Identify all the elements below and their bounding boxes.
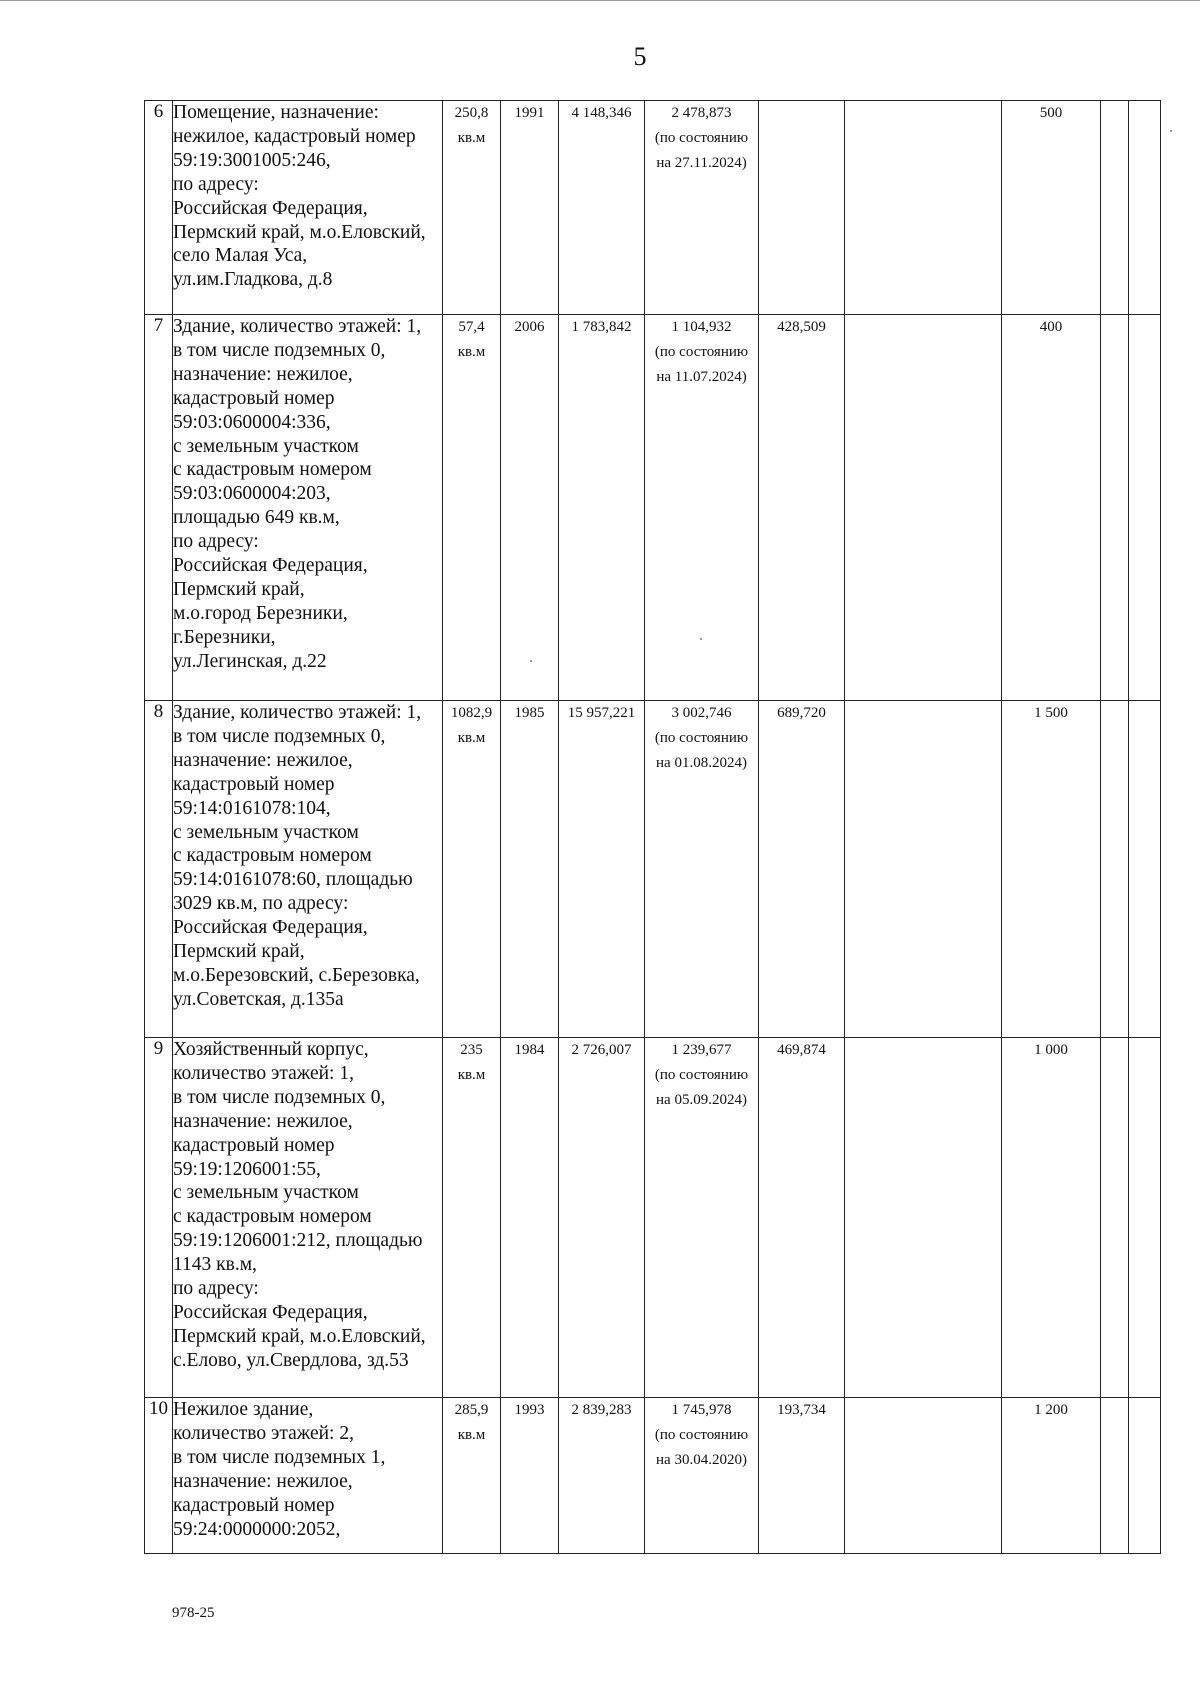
property-description: Нежилое здание, количество этажей: 2, в том числе подземных 1, назначение: нежилое, кадастровый номер 59:24:0000000:2052, xyxy=(173,1398,443,1554)
area-value: 250,8 xyxy=(454,105,489,121)
balance-value: 1 783,842 xyxy=(559,315,645,701)
area-unit: кв.м xyxy=(457,1067,486,1083)
price-value: 400 xyxy=(1002,315,1101,701)
area-value: 235 xyxy=(460,1042,483,1058)
area-unit: кв.м xyxy=(457,130,486,146)
table-row xyxy=(145,701,1161,1038)
construction-year: 1984 xyxy=(501,1038,559,1398)
construction-year: 1993 xyxy=(501,1398,559,1554)
cadastral-date: на 01.08.2024) xyxy=(656,755,747,771)
scan-speck xyxy=(700,638,702,640)
empty-cell xyxy=(845,1038,1002,1398)
scan-speck xyxy=(1170,130,1172,132)
area-cell xyxy=(443,315,501,701)
area-cell xyxy=(443,1398,501,1554)
empty-cell xyxy=(1129,1038,1161,1398)
cadastral-value-cell xyxy=(645,101,759,315)
table-row xyxy=(145,315,1161,701)
price-value: 1 200 xyxy=(1002,1398,1101,1554)
cadastral-value-cell xyxy=(645,701,759,1038)
cadastral-value: 1 239,677 xyxy=(671,1042,732,1058)
cadastral-value: 1 104,932 xyxy=(671,319,732,335)
empty-cell xyxy=(1129,701,1161,1038)
table-row xyxy=(145,1398,1161,1554)
residual-value xyxy=(759,101,845,315)
table-body xyxy=(145,101,1161,1554)
cadastral-value-cell xyxy=(645,315,759,701)
balance-value: 15 957,221 xyxy=(559,701,645,1038)
area-value: 57,4 xyxy=(458,319,485,335)
property-table xyxy=(144,100,1161,1554)
cadastral-date: на 30.04.2020) xyxy=(656,1452,747,1468)
empty-cell xyxy=(1129,315,1161,701)
area-value: 285,9 xyxy=(454,1402,489,1418)
row-number: 10 xyxy=(145,1398,173,1554)
property-description: Здание, количество этажей: 1, в том числе подземных 0, назначение: нежилое, кадастровый номер 59:03:0600004:336, с земельным участком с кадастровым номером 59:03:0600004:203, площадью 649 кв.м, по адресу: Российская Федерация, Пермский край, м.о.город Березники, г.Березники, ул.Легинская, д.22 xyxy=(173,315,443,701)
area-value: 1082,9 xyxy=(450,705,493,721)
cadastral-note: (по состоянию xyxy=(654,1067,749,1083)
price-value: 1 500 xyxy=(1002,701,1101,1038)
document-code: 978-25 xyxy=(172,1605,215,1621)
construction-year: 2006 xyxy=(501,315,559,701)
cadastral-note: (по состоянию xyxy=(654,130,749,146)
row-number: 8 xyxy=(145,701,173,1038)
empty-cell xyxy=(1101,101,1129,315)
balance-value: 4 148,346 xyxy=(559,101,645,315)
area-cell xyxy=(443,101,501,315)
empty-cell xyxy=(845,1398,1002,1554)
property-description: Здание, количество этажей: 1, в том числе подземных 0, назначение: нежилое, кадастровый номер 59:14:0161078:104, с земельным участком с кадастровым номером 59:14:0161078:60, площадью 3029 кв.м, по адресу: Российская Федерация, Пермский край, м.о.Березовский, с.Березовка, ул.Советская, д.135а xyxy=(173,701,443,1038)
area-unit: кв.м xyxy=(457,730,486,746)
empty-cell xyxy=(845,315,1002,701)
balance-value: 2 839,283 xyxy=(559,1398,645,1554)
row-number: 7 xyxy=(145,315,173,701)
cadastral-note: (по состоянию xyxy=(654,1427,749,1443)
area-cell xyxy=(443,701,501,1038)
cadastral-value-cell xyxy=(645,1038,759,1398)
table-row xyxy=(145,1038,1161,1398)
residual-value: 469,874 xyxy=(759,1038,845,1398)
construction-year: 1991 xyxy=(501,101,559,315)
construction-year: 1985 xyxy=(501,701,559,1038)
empty-cell xyxy=(1129,1398,1161,1554)
cadastral-value: 1 745,978 xyxy=(671,1402,732,1418)
area-unit: кв.м xyxy=(457,344,486,360)
scan-speck xyxy=(530,660,532,662)
residual-value: 428,509 xyxy=(759,315,845,701)
empty-cell xyxy=(1129,101,1161,315)
empty-cell xyxy=(845,101,1002,315)
property-description: Помещение, назначение: нежилое, кадастровый номер 59:19:3001005:246, по адресу: Российская Федерация, Пермский край, м.о.Еловский, село Малая Уса, ул.им.Гладкова, д.8 xyxy=(173,101,443,315)
residual-value: 689,720 xyxy=(759,701,845,1038)
cadastral-date: на 05.09.2024) xyxy=(656,1092,747,1108)
price-value: 500 xyxy=(1002,101,1101,315)
cadastral-value-cell xyxy=(645,1398,759,1554)
empty-cell xyxy=(845,701,1002,1038)
price-value: 1 000 xyxy=(1002,1038,1101,1398)
scan-edge-line xyxy=(0,0,1200,1)
cadastral-note: (по состоянию xyxy=(654,344,749,360)
property-description: Хозяйственный корпус, количество этажей: 1, в том числе подземных 0, назначение: нежилое, кадастровый номер 59:19:1206001:55, с земельным участком с кадастровым номером 59:19:1206001:212, площадью 1143 кв.м, по адресу: Российская Федерация, Пермский край, м.о.Еловский, с.Елово, ул.Свердлова, зд.53 xyxy=(173,1038,443,1398)
empty-cell xyxy=(1101,1038,1129,1398)
area-cell xyxy=(443,1038,501,1398)
empty-cell xyxy=(1101,701,1129,1038)
cadastral-date: на 27.11.2024) xyxy=(656,155,747,171)
cadastral-note: (по состоянию xyxy=(654,730,749,746)
empty-cell xyxy=(1101,315,1129,701)
cadastral-value: 2 478,873 xyxy=(671,105,732,121)
empty-cell xyxy=(1101,1398,1129,1554)
row-number: 9 xyxy=(145,1038,173,1398)
cadastral-value: 3 002,746 xyxy=(671,705,732,721)
row-number: 6 xyxy=(145,101,173,315)
table-row xyxy=(145,101,1161,315)
residual-value: 193,734 xyxy=(759,1398,845,1554)
area-unit: кв.м xyxy=(457,1427,486,1443)
balance-value: 2 726,007 xyxy=(559,1038,645,1398)
page-number: 5 xyxy=(633,42,647,71)
cadastral-date: на 11.07.2024) xyxy=(656,369,747,385)
